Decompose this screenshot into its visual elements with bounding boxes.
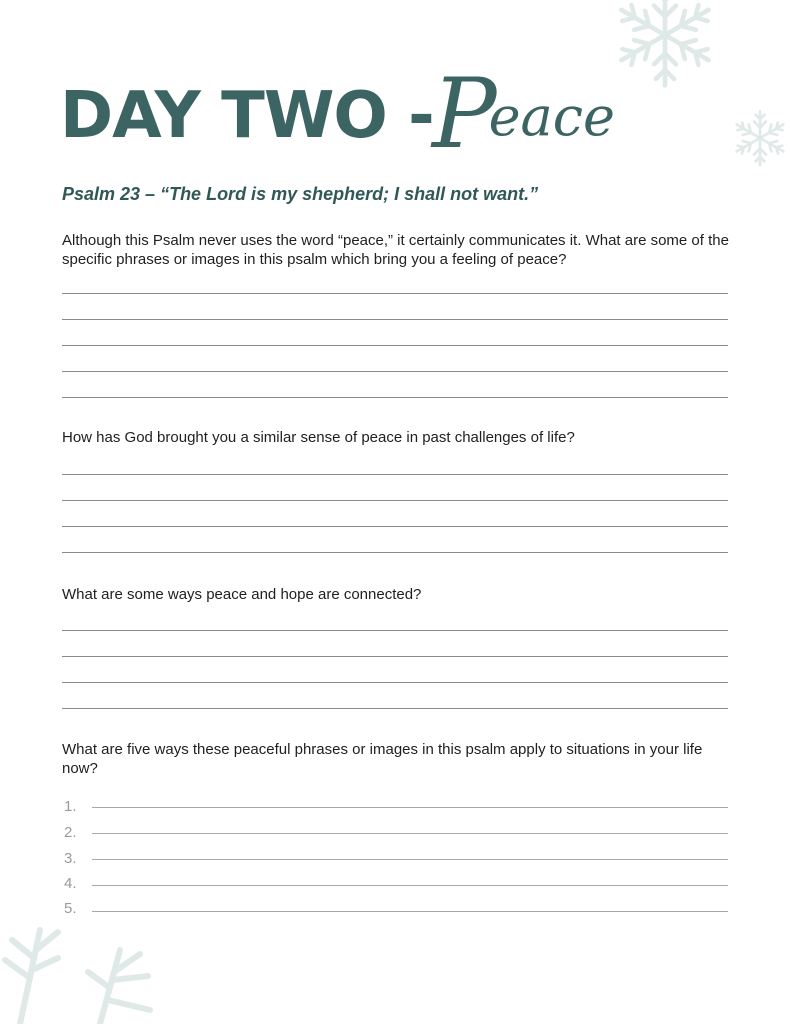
answer-line[interactable] bbox=[62, 630, 728, 631]
answer-line[interactable] bbox=[62, 319, 728, 320]
list-number: 3. bbox=[64, 850, 77, 867]
list-number: 5. bbox=[64, 900, 77, 917]
script-rest: eace bbox=[488, 85, 615, 148]
numbered-answer-line[interactable] bbox=[92, 911, 728, 912]
list-number: 2. bbox=[64, 824, 77, 841]
list-number: 1. bbox=[64, 798, 77, 815]
numbered-answer-line[interactable] bbox=[92, 807, 728, 808]
numbered-answer-line[interactable] bbox=[92, 859, 728, 860]
answer-line[interactable] bbox=[62, 552, 728, 553]
page-title-script bbox=[432, 58, 615, 170]
question-4: What are five ways these peaceful phrases or images in this psalm apply to situations in your life now? bbox=[62, 741, 703, 777]
snowflake-icon bbox=[0, 910, 160, 1024]
numbered-answer-line[interactable] bbox=[92, 833, 728, 834]
answer-line[interactable] bbox=[62, 526, 728, 527]
answer-line[interactable] bbox=[62, 397, 728, 398]
answer-line[interactable] bbox=[62, 371, 728, 372]
answer-line[interactable] bbox=[62, 293, 728, 294]
question-2: How has God brought you a similar sense of peace in past challenges of life? bbox=[62, 429, 575, 446]
numbered-answer-line[interactable] bbox=[92, 885, 728, 886]
scripture-reference: Psalm 23 – “The Lord is my shepherd; I shall not want.” bbox=[62, 184, 539, 204]
page-header bbox=[60, 60, 620, 170]
question-3: What are some ways peace and hope are connected? bbox=[62, 586, 422, 603]
answer-line[interactable] bbox=[62, 708, 728, 709]
question-1: Although this Psalm never uses the word “peace,” it certainly communicates it. What are some of the specific phrases or images in this psalm which bring you a feeling of peace? bbox=[62, 232, 729, 268]
answer-line[interactable] bbox=[62, 656, 728, 657]
answer-line[interactable] bbox=[62, 500, 728, 501]
answer-line[interactable] bbox=[62, 474, 728, 475]
script-initial: P bbox=[432, 58, 497, 170]
answer-line[interactable] bbox=[62, 345, 728, 346]
page-title: DAY TWO - bbox=[60, 79, 434, 153]
answer-line[interactable] bbox=[62, 682, 728, 683]
snowflake-icon bbox=[730, 98, 790, 178]
list-number: 4. bbox=[64, 875, 77, 892]
